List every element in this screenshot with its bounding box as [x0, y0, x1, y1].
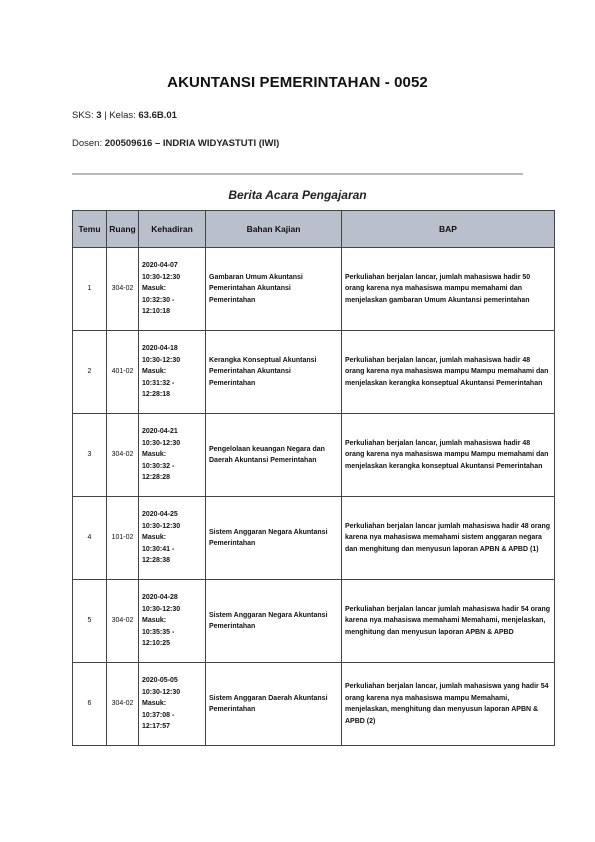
sks-label: SKS:: [72, 110, 94, 121]
kehadiran-date: 2020-05-05: [142, 677, 178, 685]
bap-cell: Perkuliahan berjalan lancar, jumlah mahasiswa hadir 48 orang karena nya mahasiswa mampu Mampu memahami dan menjelaskan kerangka konseptual Akuntansi Pemerintahan: [342, 331, 555, 414]
kehadiran-time: 10:30-12:30: [142, 439, 181, 447]
temu-cell: 6: [73, 663, 107, 746]
kehadiran-masuk-label: Masuk:: [142, 534, 167, 542]
ruang-cell: 304-02: [107, 663, 139, 746]
kehadiran-masuk: 10:31:32 - 12:28:18: [142, 379, 175, 399]
kehadiran-masuk: 10:37:08 - 12:17:57: [142, 711, 175, 731]
table-row: [73, 580, 555, 663]
header-temu: Temu: [73, 211, 107, 248]
kehadiran-cell: [139, 663, 206, 746]
kehadiran-cell: [139, 331, 206, 414]
divider: [72, 173, 523, 175]
bap-table: [72, 210, 555, 746]
table-row: [73, 248, 555, 331]
kehadiran-time: 10:30-12:30: [142, 605, 181, 613]
temu-cell: 4: [73, 497, 107, 580]
bap-cell: Perkuliahan berjalan lancar jumlah mahasiswa hadir 54 orang karena nya mahasiswa memahami Memahami, menjelaskan, menghitung dan menyusun laporan APBN & APBD: [342, 580, 555, 663]
bap-cell: Perkuliahan berjalan lancar, jumlah mahasiswa hadir 50 orang karena nya mahasiswa mampu memahami dan menjelaskan gambaran Umum Akuntansi pemerintahan: [342, 248, 555, 331]
kehadiran-masuk-label: Masuk:: [142, 285, 167, 293]
kelas-label: Kelas:: [109, 110, 136, 121]
kehadiran-date: 2020-04-21: [142, 428, 178, 436]
kehadiran-time: 10:30-12:30: [142, 356, 181, 364]
ruang-cell: 304-02: [107, 248, 139, 331]
kehadiran-cell: [139, 248, 206, 331]
bahan-kajian-cell: Gambaran Umum Akuntansi Pemerintahan Akuntansi Pemerintahan: [206, 248, 342, 331]
page-title: AKUNTANSI PEMERINTAHAN - 0052: [167, 74, 428, 91]
kehadiran-masuk: 10:35:35 - 12:10:25: [142, 628, 175, 648]
sks-value: 3: [96, 110, 102, 121]
table-row: [73, 663, 555, 746]
table-header-row: [73, 211, 555, 248]
header-bap: BAP: [342, 211, 555, 248]
temu-cell: 5: [73, 580, 107, 663]
dosen-value: 200509616 – INDRIA WIDYASTUTI (IWI): [104, 138, 280, 149]
kehadiran-date: 2020-04-07: [142, 262, 178, 270]
kehadiran-time: 10:30-12:30: [142, 522, 181, 530]
bahan-kajian-cell: Sistem Anggaran Negara Akuntansi Pemerintahan: [206, 580, 342, 663]
bap-cell: Perkuliahan berjalan lancar, jumlah mahasiswa hadir 48 orang karena nya mahasiswa mampu Mampu memahami dan menjelaskan kerangka konseptual Akuntansi Pemerintahan: [342, 414, 555, 497]
header-kehadiran: Kehadiran: [139, 211, 206, 248]
ruang-cell: 401-02: [107, 331, 139, 414]
kehadiran-masuk-label: Masuk:: [142, 617, 167, 625]
bahan-kajian-cell: Sistem Anggaran Negara Akuntansi Pemerintahan: [206, 497, 342, 580]
kehadiran-masuk: 10:30:32 - 12:28:28: [142, 462, 175, 482]
bahan-kajian-cell: Kerangka Konseptual Akuntansi Pemerintahan Akuntansi Pemerintahan: [206, 331, 342, 414]
table-title: Berita Acara Pengajaran: [228, 188, 367, 202]
kehadiran-date: 2020-04-25: [142, 511, 178, 519]
kehadiran-time: 10:30-12:30: [142, 688, 181, 696]
bahan-kajian-cell: Pengelolaan keuangan Negara dan Daerah Akuntansi Pemerintahan: [206, 414, 342, 497]
kehadiran-cell: [139, 414, 206, 497]
table-row: [73, 414, 555, 497]
kehadiran-masuk-label: Masuk:: [142, 700, 167, 708]
temu-cell: 3: [73, 414, 107, 497]
kehadiran-masuk-label: Masuk:: [142, 368, 167, 376]
dosen-label: Dosen:: [72, 138, 103, 149]
bahan-kajian-cell: Sistem Anggaran Daerah Akuntansi Pemerintahan: [206, 663, 342, 746]
table-row: [73, 497, 555, 580]
kehadiran-date: 2020-04-28: [142, 594, 178, 602]
header-bahan-kajian: Bahan Kajian: [206, 211, 342, 248]
lecturer-info-line: [72, 138, 279, 149]
temu-cell: 2: [73, 331, 107, 414]
temu-cell: 1: [73, 248, 107, 331]
course-info-line: [72, 110, 177, 121]
kehadiran-masuk: 10:30:41 - 12:28:38: [142, 545, 175, 565]
kehadiran-masuk: 10:32:30 - 12:10:18: [142, 296, 175, 316]
header-ruang: Ruang: [107, 211, 139, 248]
separator: |: [104, 110, 107, 121]
table-row: [73, 331, 555, 414]
kehadiran-cell: [139, 497, 206, 580]
kehadiran-date: 2020-04-18: [142, 345, 178, 353]
ruang-cell: 304-02: [107, 414, 139, 497]
bap-cell: Perkuliahan berjalan lancar, jumlah mahasiswa yang hadir 54 orang karena nya mahasiswa mampu Memahami, menjelaskan, menghitung dan menyusun laporan APBN & APBD (2): [342, 663, 555, 746]
ruang-cell: 101-02: [107, 497, 139, 580]
kelas-value: 63.6B.01: [138, 110, 177, 121]
bap-cell: Perkuliahan berjalan lancar jumlah mahasiswa hadir 48 orang karena nya mahasiswa memahami sistem anggaran negara dan menghitung dan menyusun laporan APBN & APBD (1): [342, 497, 555, 580]
kehadiran-cell: [139, 580, 206, 663]
ruang-cell: 304-02: [107, 580, 139, 663]
kehadiran-time: 10:30-12:30: [142, 273, 181, 281]
kehadiran-masuk-label: Masuk:: [142, 451, 167, 459]
